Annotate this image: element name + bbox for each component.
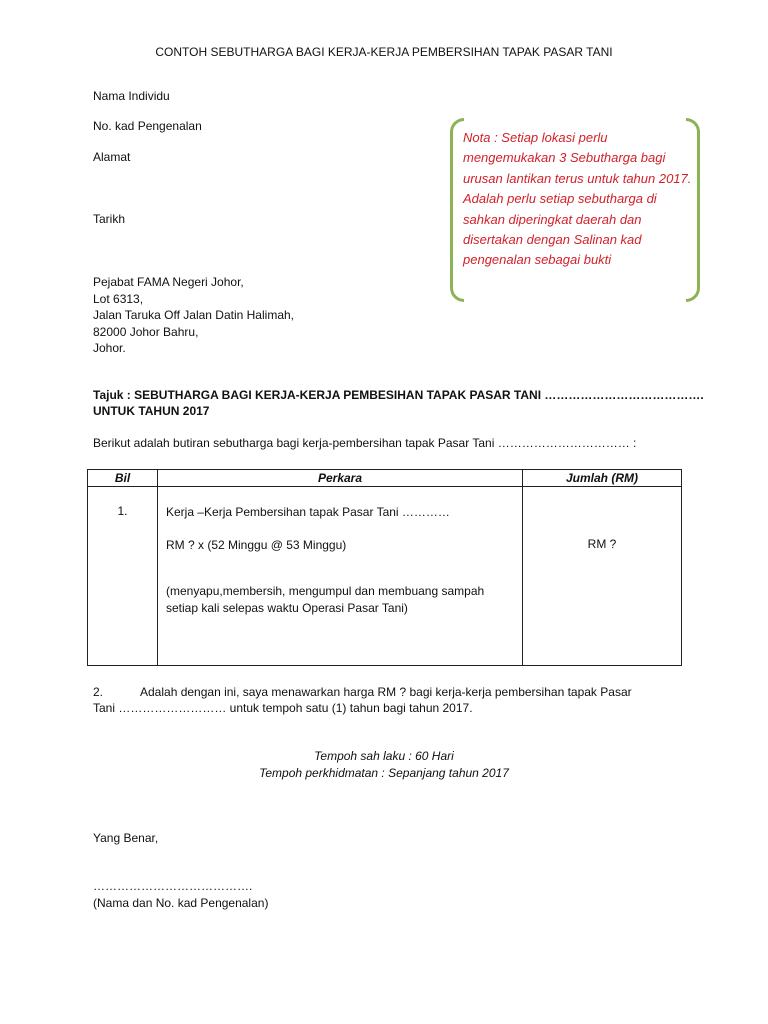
header-jumlah: Jumlah (RM): [523, 470, 682, 487]
field-alamat: Alamat: [93, 150, 131, 164]
para2-number: 2.: [93, 685, 104, 699]
address-line: Johor.: [93, 341, 126, 355]
document-title: CONTOH SEBUTHARGA BAGI KERJA-KERJA PEMBERSIHAN TAPAK PASAR TANI: [155, 45, 613, 59]
validity-line2: Tempoh perkhidmatan : Sepanjang tahun 2017: [259, 766, 509, 780]
validity-line1: Tempoh sah laku : 60 Hari: [314, 749, 454, 763]
subject-line2: UNTUK TAHUN 2017: [93, 404, 210, 418]
field-tarikh: Tarikh: [93, 212, 126, 226]
address-line: Pejabat FAMA Negeri Johor,: [93, 275, 244, 289]
address-line: 82000 Johor Bahru,: [93, 324, 199, 339]
subject-line1: Tajuk : SEBUTHARGA BAGI KERJA-KERJA PEMBESIHAN TAPAK PASAR TANI ………………………………….: [93, 388, 704, 402]
perkara-line: (menyapu,membersih, mengumpul dan membuang sampah: [166, 584, 485, 598]
left-bracket: [450, 118, 464, 302]
field-nama: Nama Individu: [93, 89, 170, 103]
perkara-line: Kerja –Kerja Pembersihan tapak Pasar Tani …………: [166, 505, 450, 519]
cell-perkara: [158, 487, 523, 666]
closing: Yang Benar,: [93, 831, 159, 845]
header-perkara: Perkara: [158, 470, 523, 487]
address-line: Jalan Taruka Off Jalan Datin Halimah,: [93, 308, 294, 322]
signature-label: (Nama dan No. kad Pengenalan): [93, 896, 269, 910]
para2-line2: Tani ……………………… untuk tempoh satu (1) tahun bagi tahun 2017.: [93, 701, 473, 715]
intro-text: Berikut adalah butiran sebutharga bagi kerja-pembersihan tapak Pasar Tani …………………………… :: [93, 436, 637, 450]
recipient-address: [93, 274, 294, 357]
note-text: Nota : Setiap lokasi perlu mengemukakan 3 Sebutharga bagi urusan lantikan terus untuk tahun 2017. Adalah perlu setiap sebutharga di sahkan diperingkat daerah dan disertakan dengan Salinan kad pengenalan sebagai bukti: [463, 130, 692, 268]
quotation-table: [87, 469, 682, 666]
header-bil: Bil: [88, 470, 158, 487]
cell-jumlah: RM ?: [523, 487, 682, 666]
para2-line1: Adalah dengan ini, saya menawarkan harga RM ? bagi kerja-kerja pembersihan tapak Pasar: [140, 685, 632, 699]
note-callout: [450, 118, 700, 302]
address-line: Lot 6313,: [93, 291, 144, 306]
perkara-line: setiap kali selepas waktu Operasi Pasar Tani): [166, 600, 408, 615]
table-row: [88, 487, 682, 666]
perkara-line: RM ? x (52 Minggu @ 53 Minggu): [166, 537, 347, 552]
field-kad: No. kad Pengenalan: [93, 119, 202, 133]
signature-line: ………………………………….: [93, 879, 253, 893]
cell-bil: 1.: [88, 487, 158, 666]
